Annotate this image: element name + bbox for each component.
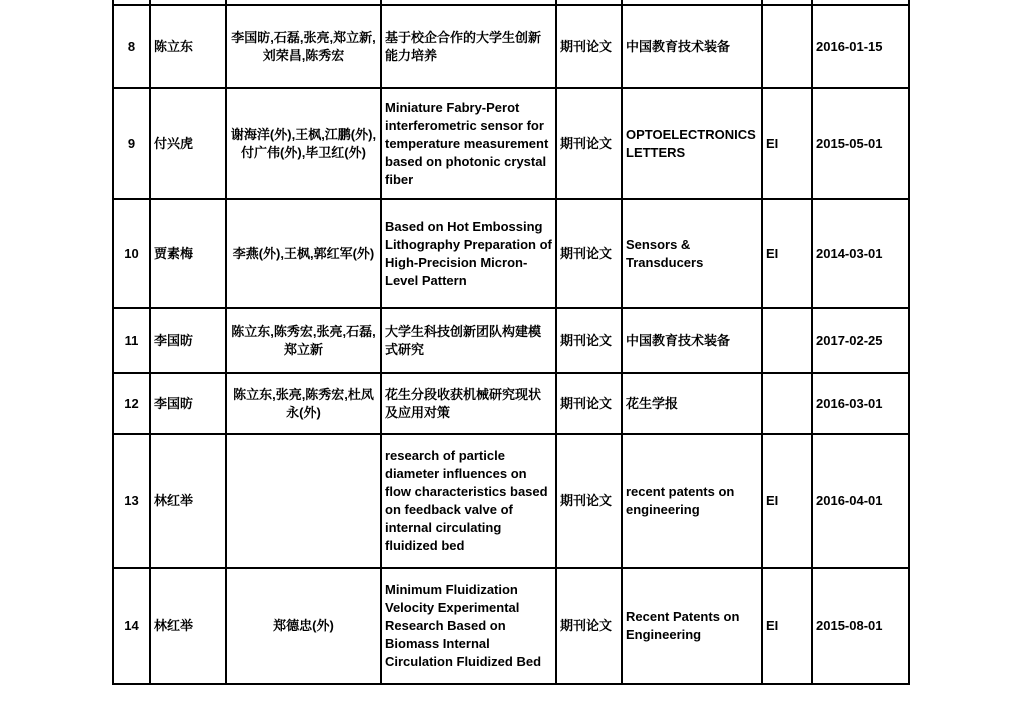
table-row — [113, 88, 909, 199]
cell-type: 期刊论文 — [556, 373, 622, 434]
cell-num: 8 — [113, 5, 150, 88]
cell-name: 林红举 — [150, 434, 226, 568]
cell-name: 李国昉 — [150, 308, 226, 373]
cell-journal: Sensors & Transducers — [622, 199, 762, 308]
cell-journal: 中国教育技术装备 — [622, 308, 762, 373]
cell-date: 2015-05-01 — [812, 88, 909, 199]
cell-journal: 中国教育技术装备 — [622, 5, 762, 88]
cell-type: 期刊论文 — [556, 308, 622, 373]
cell-name: 陈立东 — [150, 5, 226, 88]
cell-date: 2015-08-01 — [812, 568, 909, 684]
cell-title: research of particle diameter influences on flow characteristics based on feedback valve of internal circulating fluidized bed — [381, 434, 556, 568]
cell-title: Minimum Fluidization Velocity Experimental Research Based on Biomass Internal Circulation Fluidized Bed — [381, 568, 556, 684]
cell-index — [762, 308, 812, 373]
cell-coauthors: 谢海洋(外),王枫,江鹏(外),付广伟(外),毕卫红(外) — [226, 88, 381, 199]
cell-type: 期刊论文 — [556, 199, 622, 308]
cell-title: 大学生科技创新团队构建模式研究 — [381, 308, 556, 373]
cell-index: EI — [762, 199, 812, 308]
cell-num: 11 — [113, 308, 150, 373]
cell-num: 13 — [113, 434, 150, 568]
cell-date: 2016-03-01 — [812, 373, 909, 434]
table-body — [113, 0, 909, 684]
cell-journal: Recent Patents on Engineering — [622, 568, 762, 684]
cell-date: 2016-01-15 — [812, 5, 909, 88]
table-container — [112, 0, 914, 692]
cell-coauthors: 陈立东,张亮,陈秀宏,杜凤永(外) — [226, 373, 381, 434]
cell-title: 基于校企合作的大学生创新能力培养 — [381, 5, 556, 88]
cell-coauthors: 李国昉,石磊,张亮,郑立新,刘荣昌,陈秀宏 — [226, 5, 381, 88]
cell-index: EI — [762, 88, 812, 199]
cell-journal: recent patents on engineering — [622, 434, 762, 568]
table-row — [113, 5, 909, 88]
cell-coauthors: 郑德忠(外) — [226, 568, 381, 684]
cell-name: 付兴虎 — [150, 88, 226, 199]
cell-type: 期刊论文 — [556, 434, 622, 568]
cell-name: 林红举 — [150, 568, 226, 684]
cell-index — [762, 5, 812, 88]
cell-date: 2016-04-01 — [812, 434, 909, 568]
cell-name: 李国昉 — [150, 373, 226, 434]
cell-date: 2014-03-01 — [812, 199, 909, 308]
cell-index — [762, 373, 812, 434]
cell-type: 期刊论文 — [556, 568, 622, 684]
cell-type: 期刊论文 — [556, 88, 622, 199]
table-row — [113, 308, 909, 373]
cell-journal: OPTOELECTRONICS LETTERS — [622, 88, 762, 199]
publications-table — [112, 0, 910, 685]
cell-coauthors — [226, 434, 381, 568]
cell-coauthors: 陈立东,陈秀宏,张亮,石磊,郑立新 — [226, 308, 381, 373]
cell-coauthors: 李燕(外),王枫,郭红军(外) — [226, 199, 381, 308]
cell-index: EI — [762, 568, 812, 684]
cell-journal: 花生学报 — [622, 373, 762, 434]
cell-num: 9 — [113, 88, 150, 199]
table-row — [113, 568, 909, 684]
cell-title: 花生分段收获机械研究现状及应用对策 — [381, 373, 556, 434]
table-row — [113, 199, 909, 308]
cell-name: 贾素梅 — [150, 199, 226, 308]
cell-date: 2017-02-25 — [812, 308, 909, 373]
cell-num: 14 — [113, 568, 150, 684]
cell-title: Based on Hot Embossing Lithography Preparation of High-Precision Micron-Level Pattern — [381, 199, 556, 308]
cell-index: EI — [762, 434, 812, 568]
cell-type: 期刊论文 — [556, 5, 622, 88]
cell-title: Miniature Fabry-Perot interferometric sensor for temperature measurement based on photonic crystal fiber — [381, 88, 556, 199]
cell-num: 12 — [113, 373, 150, 434]
table-row — [113, 434, 909, 568]
cell-num: 10 — [113, 199, 150, 308]
table-row — [113, 373, 909, 434]
